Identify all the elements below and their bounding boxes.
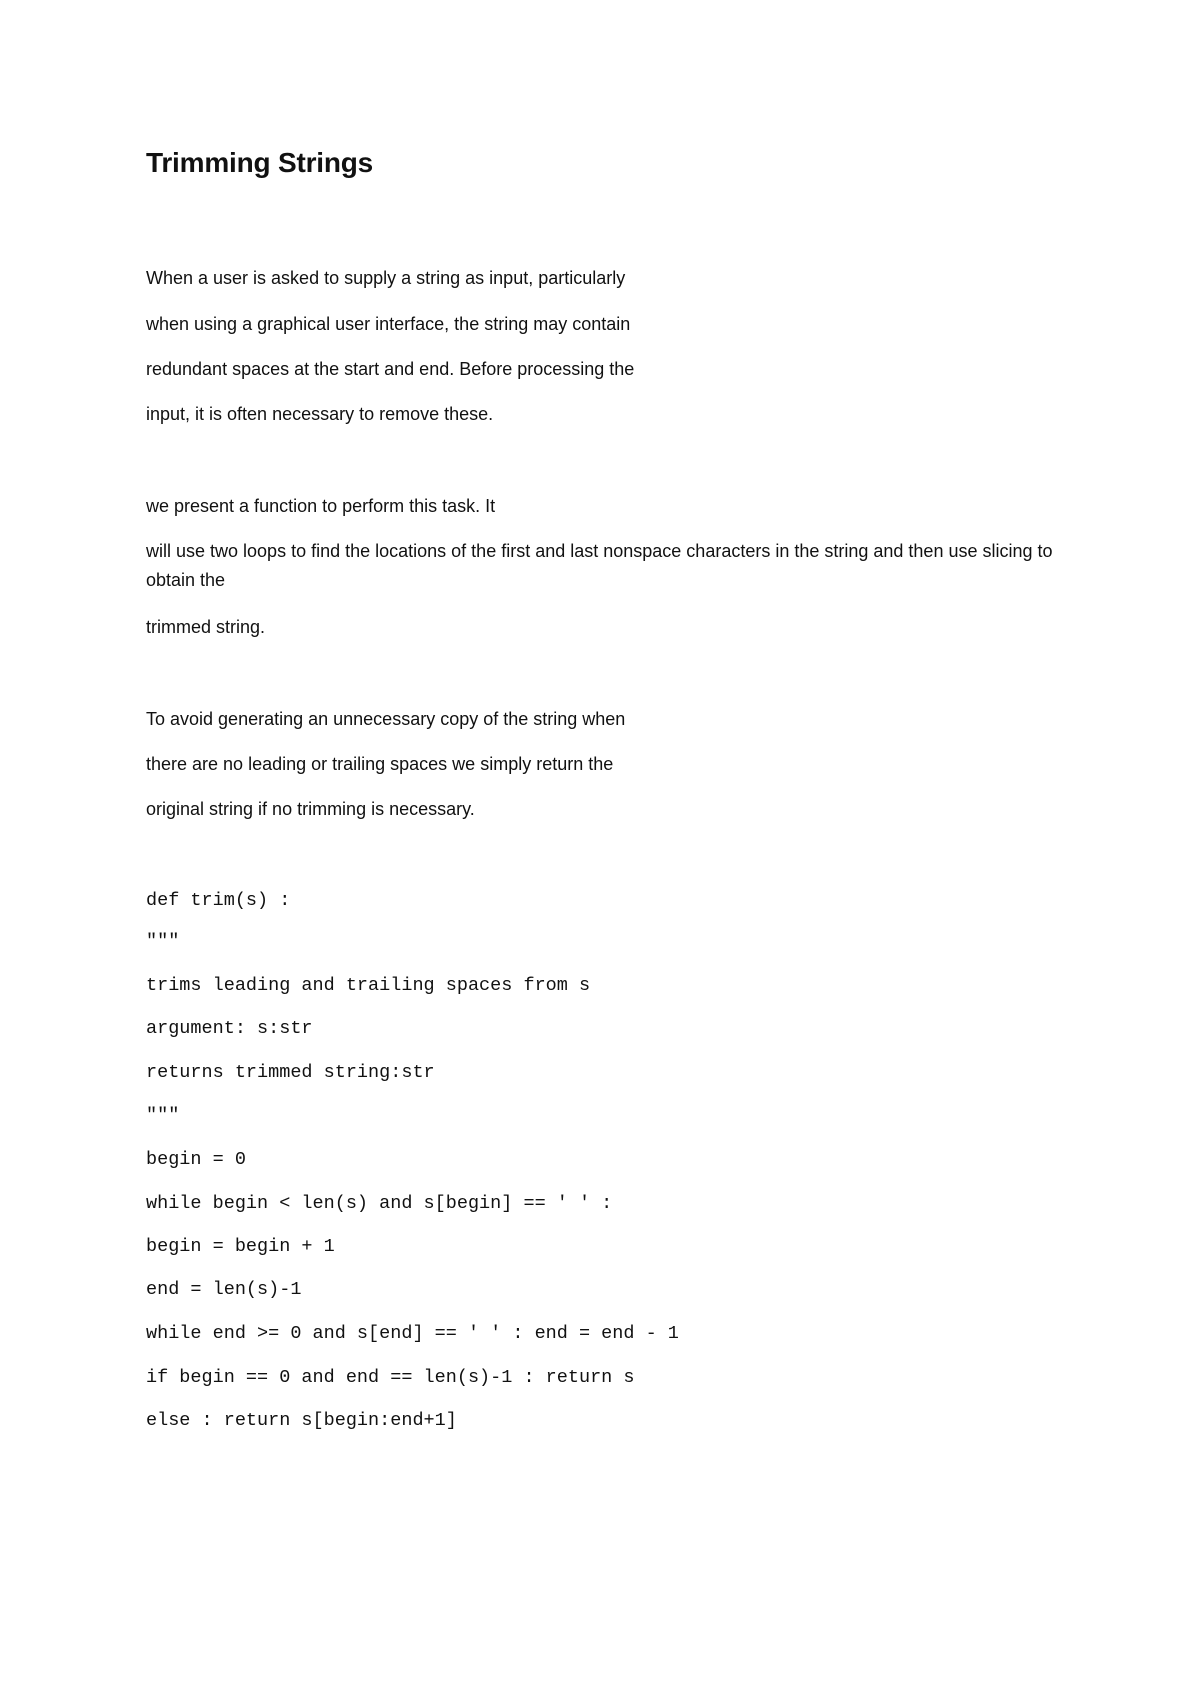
code-line-8: while begin < len(s) and s[begin] == ' ' : <box>146 1193 613 1214</box>
paragraph3-line-2: there are no leading or trailing spaces we simply return the <box>146 754 614 774</box>
paragraph1-line-4: input, it is often necessary to remove these. <box>146 404 494 424</box>
paragraph2-line-1: we present a function to perform this task. It <box>146 496 496 516</box>
code-line-2: """ <box>146 931 180 952</box>
code-line-5: returns trimmed string:str <box>146 1062 435 1083</box>
paragraph2-line-2: will use two loops to find the locations of the first and last nonspace characters in the string and then use slicing to obtain the <box>146 541 1053 590</box>
code-line-9: begin = begin + 1 <box>146 1236 335 1257</box>
paragraph1-line-1: When a user is asked to supply a string as input, particularly <box>146 268 626 288</box>
code-line-4: argument: s:str <box>146 1018 313 1039</box>
code-line-13: else : return s[begin:end+1] <box>146 1410 457 1431</box>
code-line-12: if begin == 0 and end == len(s)-1 : return s <box>146 1367 635 1388</box>
paragraph3-line-1: To avoid generating an unnecessary copy of the string when <box>146 709 626 729</box>
code-line-7: begin = 0 <box>146 1149 246 1170</box>
code-line-1: def trim(s) : <box>146 890 291 911</box>
document-title: Trimming Strings <box>146 147 374 178</box>
code-line-11: while end >= 0 and s[end] == ' ' : end = end - 1 <box>146 1323 679 1344</box>
code-line-6: """ <box>146 1105 180 1126</box>
paragraph3-line-3: original string if no trimming is necessary. <box>146 799 475 819</box>
code-line-10: end = len(s)-1 <box>146 1279 302 1300</box>
paragraph2-line-3: trimmed string. <box>146 617 266 637</box>
paragraph1-line-3: redundant spaces at the start and end. Before processing the <box>146 359 635 379</box>
code-line-3: trims leading and trailing spaces from s <box>146 975 591 996</box>
paragraph1-line-2: when using a graphical user interface, the string may contain <box>146 314 631 334</box>
